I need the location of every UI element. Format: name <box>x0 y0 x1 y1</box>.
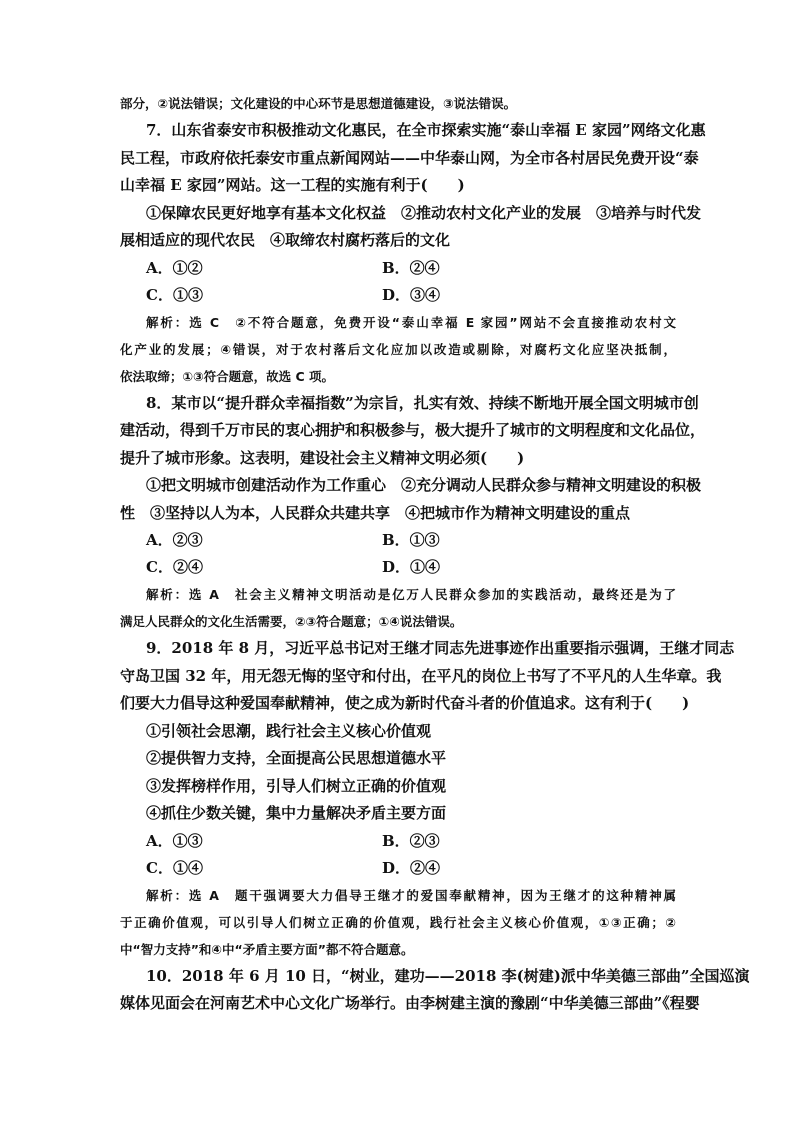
option: D．①④ <box>382 558 441 576</box>
option-row <box>120 527 676 554</box>
option: A．①③ <box>146 831 203 850</box>
option-row <box>120 554 676 581</box>
question-line: 媒体见面会在河南艺术中心文化广场举行。由李树建主演的豫剧“中华美德三部曲”《程婴 <box>120 994 700 1012</box>
question-line: 10．2018 年 6 月 10 日，“树业，建功——2018 李(树建)派中华美德三部曲”全国巡演 <box>146 966 750 985</box>
option: B．①③ <box>382 531 440 549</box>
question-line: 守岛卫国 32 年，用无怨无悔的坚守和付出，在平凡的岗位上书写了不平凡的人生华章。我 <box>120 666 722 685</box>
question-line: ④抓住少数关键，集中力量解决矛盾主要方面 <box>146 804 447 822</box>
analysis-line: 满足人民群众的文化生活需要，②③符合题意；①④说法错误。 <box>120 614 463 629</box>
question-line: 展相适应的现代农民 ④取缔农村腐朽落后的文化 <box>120 231 451 249</box>
option: D．②④ <box>382 858 441 877</box>
analysis-line: 解析：选 A 社会主义精神文明活动是亿万人民群众参加的实践活动，最终还是为了 <box>146 587 676 602</box>
question-line: 9．2018 年 8 月，习近平总书记对王继才同志先进事迹作出重要指示强调，王继才同志 <box>146 639 735 657</box>
question-line: 提升了城市形象。这表明，建设社会主义精神文明必须( ) <box>120 448 525 467</box>
question-line: ③发挥榜样作用，引导人们树立正确的价值观 <box>146 776 447 795</box>
option: C．①③ <box>146 285 203 304</box>
analysis-line: 中“智力支持”和④中“矛盾主要方面”都不符合题意。 <box>120 941 414 957</box>
question-line: 8．某市以“提升群众幸福指数”为宗旨，扎实有效、持续不断地开展全国文明城市创 <box>146 393 699 412</box>
option-row <box>120 255 676 282</box>
option: C．①④ <box>146 858 203 877</box>
question-line: ①把文明城市创建活动作为工作重心 ②充分调动人民群众参与精神文明建设的积极 <box>146 476 702 494</box>
question-line: ②提供智力支持，全面提高公民思想道德水平 <box>146 749 447 767</box>
question-line: 山幸福 E 家园”网站。这一工程的实施有利于( ) <box>120 176 465 194</box>
option: A．①② <box>146 258 203 277</box>
question-line: 们要大力倡导这种爱国奉献精神，使之成为新时代奋斗者的价值追求。这有利于( ) <box>120 694 690 712</box>
question-line: 7．山东省泰安市积极推动文化惠民，在全市探索实施“泰山幸福 E 家园”网络文化惠 <box>146 121 706 139</box>
question-line: 民工程，市政府依托泰安市重点新闻网站——中华泰山网，为全市各村居民免费开设“泰 <box>120 148 699 167</box>
analysis-line: 化产业的发展；④错误，对于农村落后文化应加以改造或剔除，对腐朽文化应坚决抵制， <box>120 341 676 357</box>
document-page <box>120 90 750 1018</box>
option: D．③④ <box>382 285 441 304</box>
analysis-line: 解析：选 A 题干强调要大力倡导王继才的爱国奉献精神，因为王继才的这种精神属 <box>146 887 676 903</box>
option-row <box>120 282 676 309</box>
option: B．②③ <box>382 831 440 850</box>
analysis-line: 部分，②说法错误；文化建设的中心环节是思想道德建设，③说法错误。 <box>120 96 517 111</box>
option-row <box>120 855 676 882</box>
option: C．②④ <box>146 558 203 576</box>
analysis-line: 于正确价值观，可以引导人们树立正确的价值观，践行社会主义核心价值观，①③正确；② <box>120 914 676 930</box>
question-line: 建活动，得到千万市民的衷心拥护和积极参与，极大提升了城市的文明程度和文化品位， <box>120 421 706 439</box>
analysis-line: 依法取缔；①③符合题意，故选 C 项。 <box>120 368 335 384</box>
option: A．②③ <box>146 531 203 549</box>
question-line: 性 ③坚持以人为本，人民群众共建共享 ④把城市作为精神文明建设的重点 <box>120 503 631 522</box>
option: B．②④ <box>382 258 440 277</box>
option-row <box>120 828 676 855</box>
analysis-line: 解析：选 C ②不符合题意，免费开设“泰山幸福 E 家园”网站不会直接推动农村文 <box>146 314 676 330</box>
question-line: ①保障农民更好地享有基本文化权益 ②推动农村文化产业的发展 ③培养与时代发 <box>146 203 702 222</box>
question-line: ①引领社会思潮，践行社会主义核心价值观 <box>146 721 432 740</box>
